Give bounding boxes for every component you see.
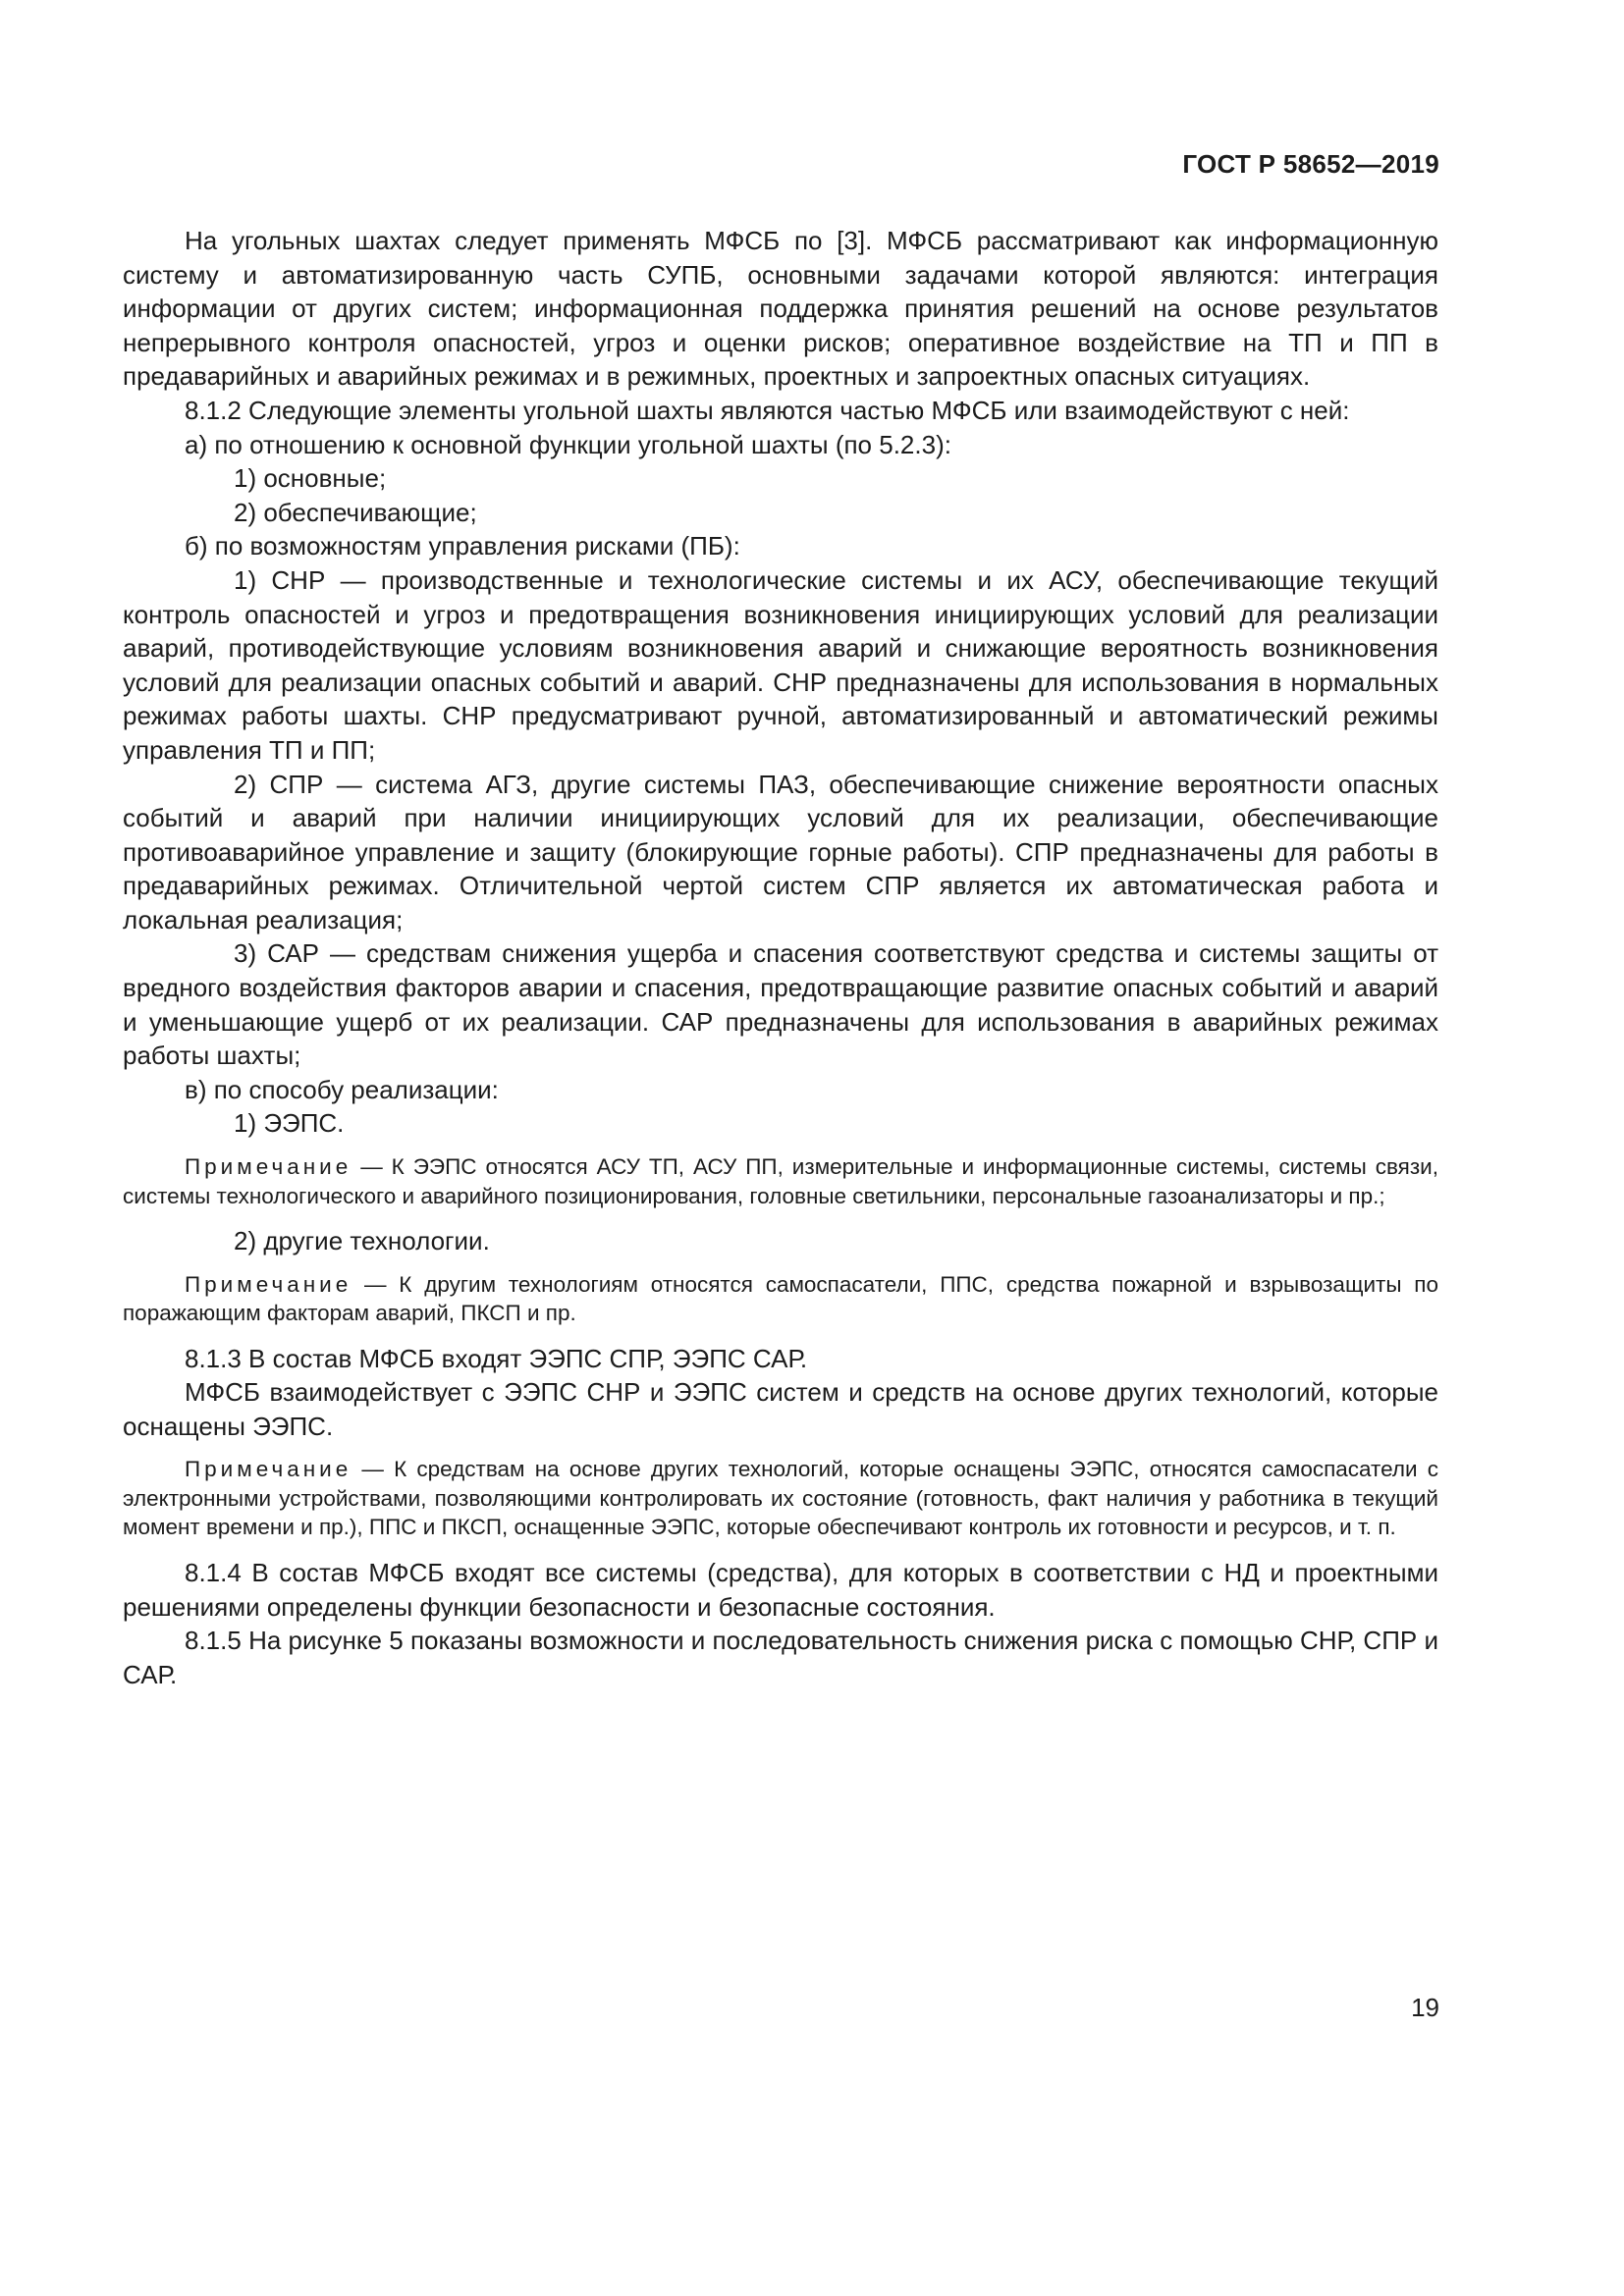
list-item-b: б) по возможностям управления рисками (ПБ): [185, 531, 740, 561]
note-eeps [123, 1152, 1438, 1210]
document-body [123, 224, 1438, 1691]
list-item-a-2: 2) обеспечивающие; [234, 497, 477, 527]
list-item-b-3-sar: 3) САР — средствам снижения ущерба и спасения соответствуют средства и системы защиты от вредного воздействия факторов аварии и спасения, предотвращающие развитие опасных событий и аварий и уменьшающие ущерб от их реализации. САР предназначены для использования в аварийных режимах работы шахты; [123, 938, 1438, 1071]
note-text: — К другим технологиям относятся самоспасатели, ППС, средства пожарной и взрывозащиты по поражающим факторам аварий, ПКСП и пр. [123, 1271, 1438, 1326]
note-text: — К средствам на основе других технологий, которые оснащены ЭЭПС, относятся самоспасатели с электронными устройствами, позволяющими контролировать их состояние (готовность, факт наличия у работника в текущий момент времени и пр.), ППС и ПКСП, оснащенные ЭЭПС, которые обеспечивают контроль их готовности и ресурсов, и т. п. [123, 1457, 1438, 1540]
page-number: 19 [1411, 1993, 1439, 2022]
paragraph-mfsb-interaction: МФСБ взаимодействует с ЭЭПС СНР и ЭЭПС систем и средств на основе других технологий, которые оснащены ЭЭПС. [123, 1377, 1438, 1441]
paragraph-8-1-4: 8.1.4 В состав МФСБ входят все системы (средства), для которых в соответствии с НД и проектными решениями определены функции безопасности и безопасные состояния. [123, 1557, 1438, 1622]
note-label: Примечание [185, 1271, 352, 1297]
list-item-v-1: 1) ЭЭПС. [234, 1108, 345, 1139]
list-item-v-2: 2) другие технологии. [234, 1226, 490, 1256]
list-item-b-1-snr: 1) СНР — производственные и технологические системы и их АСУ, обеспечивающие текущий контроль опасностей и угроз и предотвращения возникновения инициирующих условий для реализации аварий, противодействующие условиям возникновения аварий и снижающие вероятность возникновения условий для реализации опасных событий и аварий. СНР предназначены для использования в нормальных режимах работы шахты. СНР предусматривают ручной, автоматизированный и автоматический режимы управления ТП и ПП; [123, 564, 1438, 765]
paragraph-8-1-2: 8.1.2 Следующие элементы угольной шахты являются частью МФСБ или взаимодействуют с ней: [185, 395, 1350, 425]
note-text: — К ЭЭПС относятся АСУ ТП, АСУ ПП, измерительные и информационные системы, системы связи, системы технологического и аварийного позиционирования, головные светильники, персональные газоанализаторы и пр.; [123, 1154, 1438, 1208]
note-other-technologies [123, 1270, 1438, 1328]
list-item-a: а) по отношению к основной функции угольной шахты (по 5.2.3): [185, 429, 951, 459]
list-item-a-1: 1) основные; [234, 463, 387, 494]
paragraph-8-1-3: 8.1.3 В состав МФСБ входят ЭЭПС СПР, ЭЭПС САР. [185, 1343, 808, 1373]
list-item-v: в) по способу реализации: [185, 1074, 499, 1104]
note-other-tech-means [123, 1455, 1438, 1542]
document-code-header: ГОСТ Р 58652—2019 [1182, 149, 1439, 179]
list-item-b-2-spr: 2) СПР — система АГЗ, другие системы ПАЗ, обеспечивающие снижение вероятности опасных событий и аварий при наличии инициирующих условий для их реализации, обеспечивающие противоаварийное управление и защиту (блокирующие горные работы). СПР предназначены для работы в предаварийных режимах. Отличительной чертой систем СПР является их автоматическая работа и локальная реализация; [123, 769, 1438, 934]
paragraph-mfsb-intro: На угольных шахтах следует применять МФСБ по [3]. МФСБ рассматривают как информационную систему и автоматизированную часть СУПБ, основными задачами которой являются: интеграция информации от других систем; информационная поддержка принятия решений на основе результатов непрерывного контроля опасностей, угроз и оценки рисков; оперативное воздействие на ТП и ПП в предаварийных и аварийных режимах и в режимных, проектных и запроектных опасных ситуациях. [123, 226, 1438, 392]
paragraph-8-1-5: 8.1.5 На рисунке 5 показаны возможности и последовательность снижения риска с помощью СНР, СПР и САР. [123, 1626, 1438, 1689]
note-label: Примечание [185, 1154, 352, 1180]
note-label: Примечание [185, 1457, 352, 1482]
